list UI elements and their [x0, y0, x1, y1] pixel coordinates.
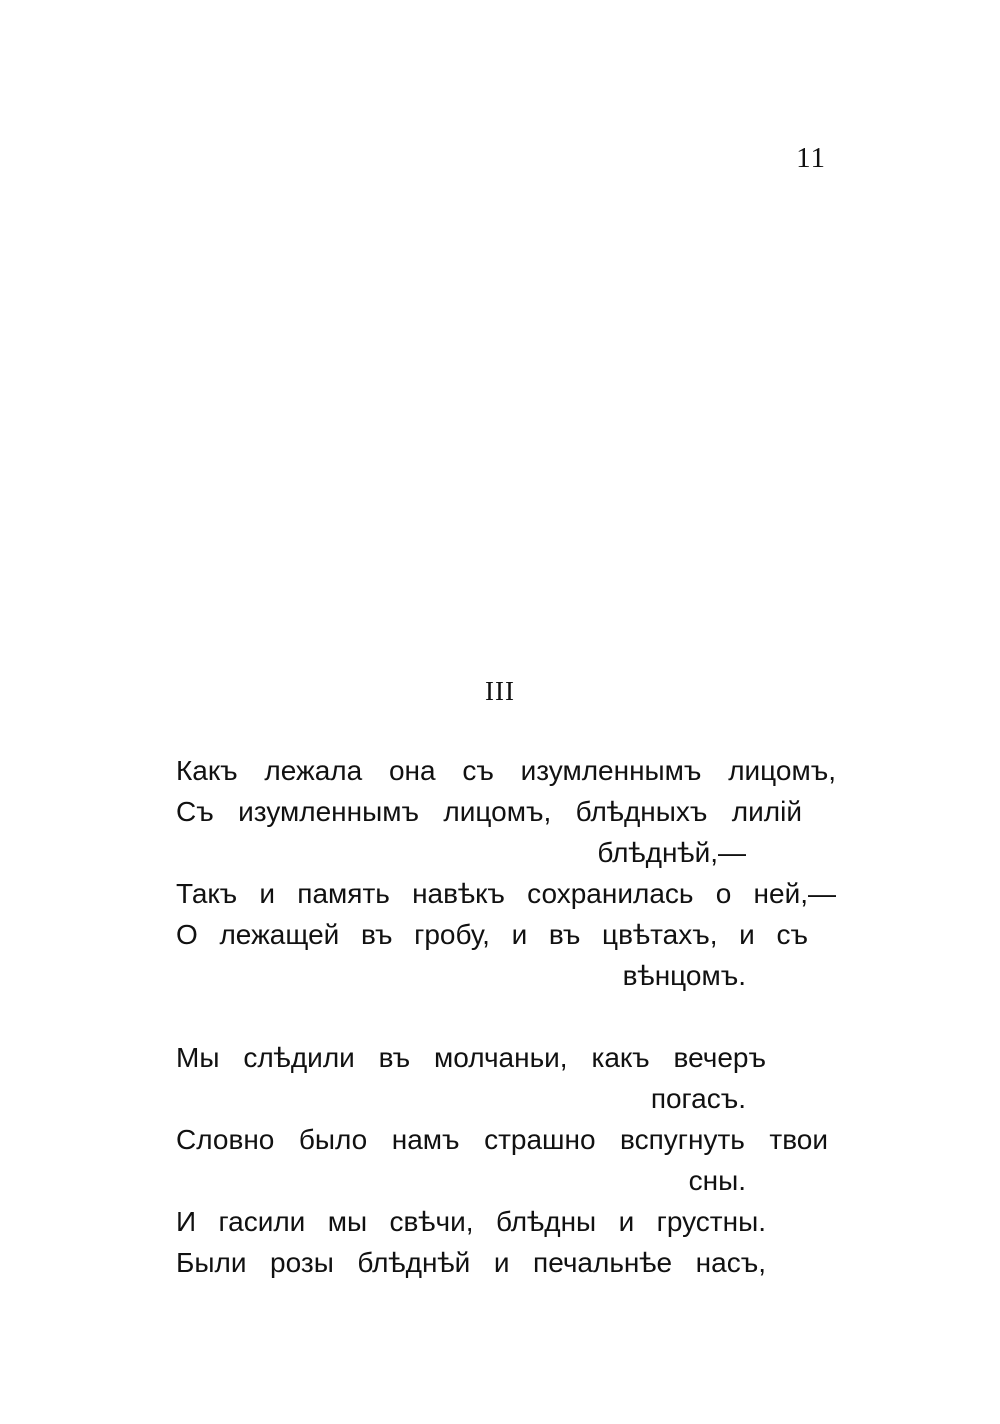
- verse-line: И гасили мы свѣчи, блѣдны и грустны.: [176, 1206, 766, 1237]
- verse-line: О лежащей въ гробу, и въ цвѣтахъ, и съ: [176, 919, 808, 950]
- verse-line: Съ изумленнымъ лицомъ, блѣдныхъ лилій: [176, 796, 802, 827]
- verse-line: Мы слѣдили въ молчаньи, какъ вечеръ: [176, 1042, 766, 1073]
- verse-continuation: погасъ.: [650, 1083, 746, 1114]
- section-heading: III: [485, 676, 515, 706]
- page-number: 11: [796, 142, 826, 174]
- verse-line: Какъ лежала она съ изумленнымъ лицомъ,: [176, 755, 836, 786]
- verse-line: Словно было намъ страшно вспугнуть твои: [176, 1124, 828, 1155]
- verse-continuation: вѣнцомъ.: [622, 960, 746, 991]
- verse-continuation: сны.: [688, 1165, 746, 1196]
- verse-continuation: блѣднѣй,—: [597, 837, 746, 868]
- verse-line: Были розы блѣднѣй и печальнѣе насъ,: [176, 1247, 766, 1278]
- verse-line: Такъ и память навѣкъ сохранилась о ней,—: [176, 878, 836, 909]
